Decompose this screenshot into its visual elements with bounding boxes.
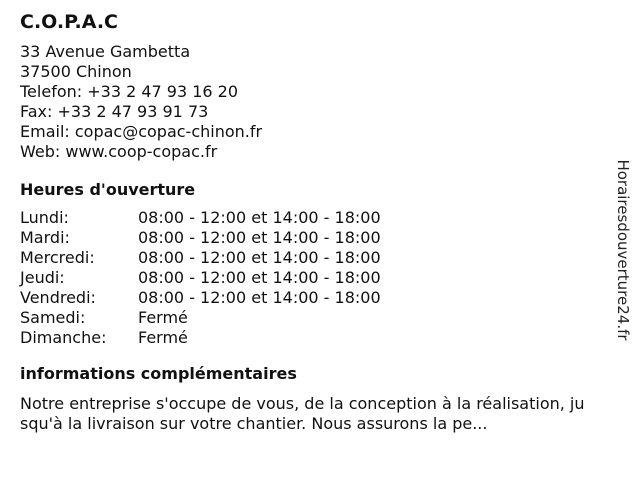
day-label: Dimanche: <box>20 328 107 347</box>
day-hours: 08:00 - 12:00 et 14:00 - 18:00 <box>138 208 381 227</box>
hours-row-friday <box>20 288 600 308</box>
address-street: 33 Avenue Gambetta <box>20 42 191 61</box>
phone-number: Telefon: +33 2 47 93 16 20 <box>20 82 239 101</box>
hours-row-wednesday <box>20 248 600 268</box>
day-label: Mercredi: <box>20 248 95 267</box>
additional-info-text: Notre entreprise s'occupe de vous, de la conception à la réalisation, jusqu'à la livraison sur votre chantier. Nous assurons la pe... <box>20 394 585 433</box>
hours-row-sunday <box>20 328 600 348</box>
business-card <box>20 8 600 434</box>
day-hours: 08:00 - 12:00 et 14:00 - 18:00 <box>138 228 381 247</box>
day-label: Mardi: <box>20 228 70 247</box>
day-hours: 08:00 - 12:00 et 14:00 - 18:00 <box>138 268 381 287</box>
day-label: Vendredi: <box>20 288 96 307</box>
opening-hours-table <box>20 208 600 348</box>
opening-hours-heading: Heures d'ouverture <box>20 180 196 199</box>
additional-info-heading: informations complémentaires <box>20 364 297 383</box>
business-name: C.O.P.A.C <box>20 11 118 33</box>
day-hours: 08:00 - 12:00 et 14:00 - 18:00 <box>138 288 381 307</box>
day-label: Jeudi: <box>20 268 65 287</box>
website-address: Web: www.coop-copac.fr <box>20 142 218 161</box>
email-address: Email: copac@copac-chinon.fr <box>20 122 263 141</box>
site-watermark: Horairesdouverture24.fr <box>614 159 632 341</box>
contact-block <box>20 42 600 162</box>
hours-row-thursday <box>20 268 600 288</box>
address-city: 37500 Chinon <box>20 62 132 81</box>
day-hours: Fermé <box>138 308 188 327</box>
day-label: Lundi: <box>20 208 69 227</box>
hours-row-monday <box>20 208 600 228</box>
hours-row-tuesday <box>20 228 600 248</box>
hours-row-saturday <box>20 308 600 328</box>
day-hours: Fermé <box>138 328 188 347</box>
day-hours: 08:00 - 12:00 et 14:00 - 18:00 <box>138 248 381 267</box>
fax-number: Fax: +33 2 47 93 91 73 <box>20 102 209 121</box>
day-label: Samedi: <box>20 308 86 327</box>
